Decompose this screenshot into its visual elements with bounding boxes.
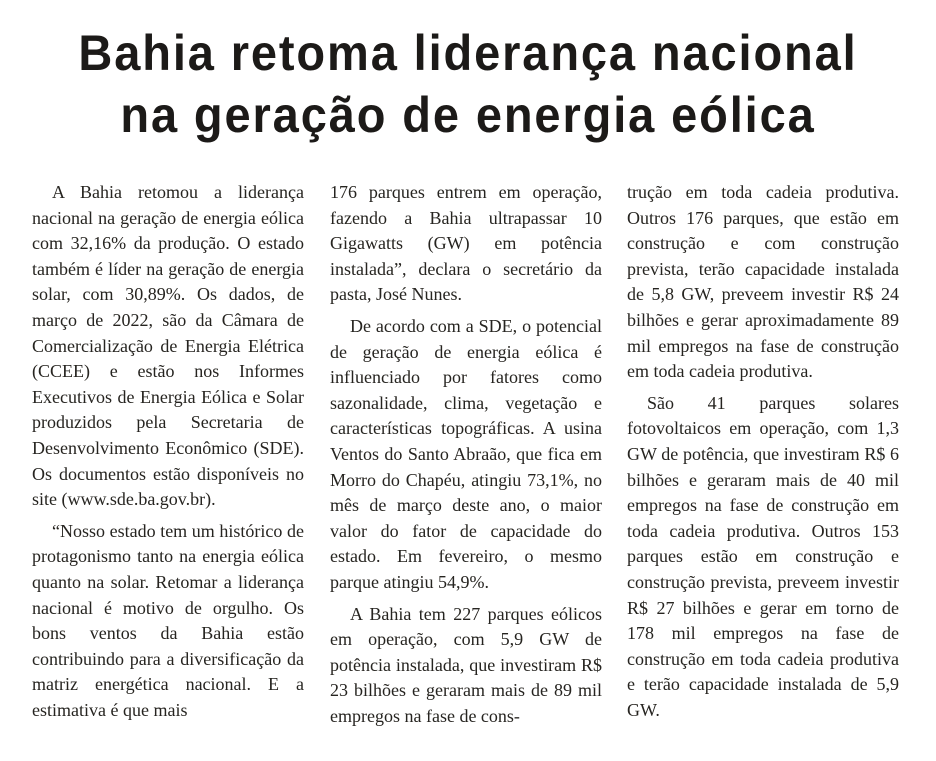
paragraph: A Bahia tem 227 parques eólicos em operação, com 5,9 GW de potência instalada, que investiram R$ 23 bilhões e geraram mais de 89 mil empregos na fase de cons- [330, 603, 602, 726]
article-column-3 [627, 180, 899, 729]
headline-line-2: na geração de energia eólica [120, 87, 816, 143]
paragraph: trução em toda cadeia produtiva. Outros 176 parques, que estão em construção e com construção prevista, terão capacidade instalada de 5,8 GW, preveem investir R$ 24 bilhões e gerar aproximadamente 89 mil empregos na fase de construção em toda cadeia produtiva. [627, 182, 899, 382]
paragraph: São 41 parques solares fotovoltaicos em operação, com 1,3 GW de potência, que investiram R$ 6 bilhões e geraram mais de 40 mil empregos na fase de construção em toda cadeia produtiva. Outros 153 parques estão em construção e construção prevista, preveem investir R$ 27 bilhões e gerar em torno de 178 mil empregos na fase de construção em toda cadeia produtiva e terão capacidade instalada de 5,9 GW. [627, 392, 899, 720]
headline [28, 22, 908, 146]
paragraph: De acordo com a SDE, o potencial de geração de energia eólica é influenciado por fatores como sazonalidade, clima, vegetação e características topográficas. A usina Ventos do Santo Abraão, que fica em Morro do Chapéu, atingiu 73,1%, no mês de março deste ano, o maior valor do fator de capacidade do estado. Em fevereiro, o mesmo parque atingiu 54,9%. [330, 315, 602, 592]
paragraph: 176 parques entrem em operação, fazendo a Bahia ultrapassar 10 Gigawatts (GW) em potência instalada”, declara o secretário da pasta, José Nunes. [330, 182, 602, 305]
article-column-2 [330, 180, 602, 735]
paragraph: “Nosso estado tem um histórico de protagonismo tanto na energia eólica quanto na solar. Retomar a liderança nacional é motivo de orgulho. Os bons ventos da Bahia estão contribuindo para a diversificação da matriz energética nacional. E a estimativa é que mais [32, 520, 304, 720]
article-column-1 [32, 180, 304, 729]
paragraph: A Bahia retomou a liderança nacional na geração de energia eólica com 32,16% da produção. O estado também é líder na geração de energia solar, com 30,89%. Os dados, de março de 2022, são da Câmara de Comercialização de Energia Elétrica (CCEE) e estão nos Informes Executivos de Energia Eólica e Solar produzidos pela Secretaria de Desenvolvimento Econômico (SDE). Os documentos estão disponíveis no site (www.sde.ba.gov.br). [32, 182, 304, 510]
headline-line-1: Bahia retoma liderança nacional [78, 25, 858, 81]
